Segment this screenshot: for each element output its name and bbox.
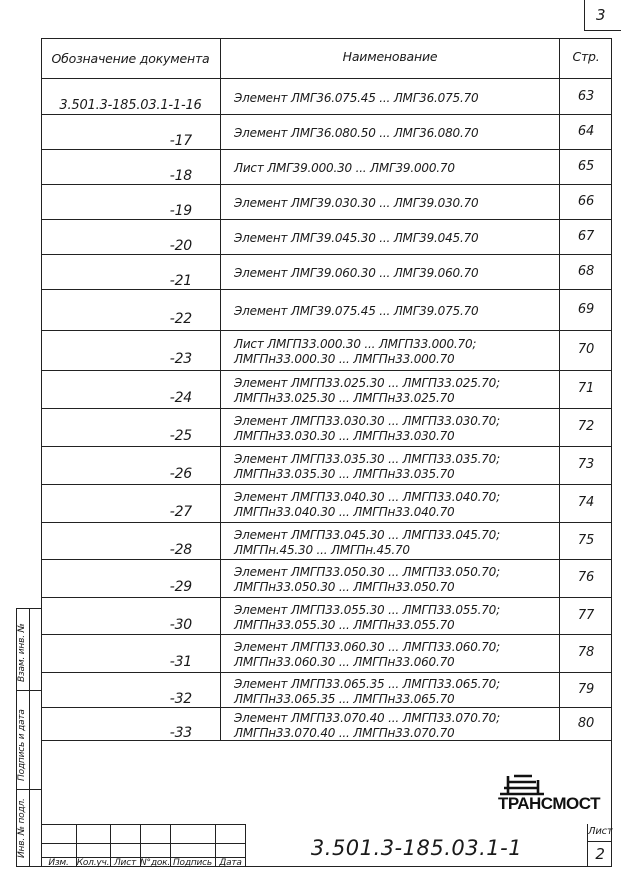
row-name-line: ЛМГПн33.070.40 ... ЛМГПн33.070.70	[234, 725, 455, 740]
row-name-line: Элемент ЛМГП33.065.35 ... ЛМГП33.065.70;	[234, 676, 500, 691]
row-page: 65	[577, 158, 595, 174]
stamp-column-label: Изм.	[48, 858, 69, 868]
row-name-line: ЛМГПн33.025.30 ... ЛМГПн33.025.70	[234, 391, 455, 405]
top-sheet-number: 3	[596, 6, 606, 24]
row-code: -33	[169, 724, 192, 741]
row-code: -19	[169, 202, 192, 219]
row-code: -31	[169, 654, 192, 670]
row-code: -27	[169, 504, 192, 520]
row-name	[234, 304, 556, 319]
row-page: 68	[577, 263, 595, 279]
row-name	[234, 337, 556, 367]
row-page: 78	[577, 645, 595, 660]
sheet-value: 2	[595, 845, 605, 863]
row-name-line: Элемент ЛМГ39.030.30 ... ЛМГ39.030.70	[234, 196, 479, 210]
row-name-line: ЛМГПн33.055.30 ... ЛМГПн33.055.70	[234, 617, 455, 632]
row-code: -25	[169, 428, 192, 444]
row-name	[234, 677, 556, 707]
row-code: -20	[169, 237, 192, 254]
row-name-line: Элемент ЛМГ36.075.45 ... ЛМГ36.075.70	[234, 91, 479, 105]
row-code: -26	[169, 466, 192, 482]
row-name-line: Элемент ЛМГ36.080.50 ... ЛМГ36.080.70	[234, 126, 479, 140]
side-label-inv-orig: Инв. № подл.	[17, 798, 27, 858]
row-name-line: ЛМГПн33.060.30 ... ЛМГПн33.060.70	[234, 655, 455, 669]
row-name	[234, 711, 556, 741]
header-page: Стр.	[572, 49, 600, 64]
header-name: Наименование	[342, 49, 438, 64]
row-name-line: ЛМГПн33.000.30 ... ЛМГПн33.000.70	[234, 352, 455, 366]
row-name-line: Элемент ЛМГП33.050.30 ... ЛМГП33.050.70;	[234, 565, 500, 579]
transmost-logo	[498, 772, 610, 816]
document-code: 3.501.3-185.03.1-1	[310, 836, 523, 860]
row-page: 75	[577, 532, 595, 548]
row-name-line: Элемент ЛМГП33.070.40 ... ЛМГП33.070.70;	[234, 710, 500, 725]
row-page: 72	[577, 419, 595, 434]
row-page: 63	[577, 88, 595, 104]
row-name-line: ЛМГПн33.030.30 ... ЛМГПн33.030.70	[234, 429, 455, 443]
header-designation: Обозначение документа	[51, 51, 210, 66]
row-code: -18	[169, 167, 192, 184]
row-page: 80	[577, 715, 595, 731]
row-name-line: Элемент ЛМГ39.060.30 ... ЛМГ39.060.70	[234, 266, 479, 280]
stamp-column-label: Подпись	[172, 858, 213, 868]
row-name	[234, 376, 556, 406]
row-name-line: Элемент ЛМГП33.045.30 ... ЛМГП33.045.70;	[234, 527, 500, 542]
row-code: -29	[169, 579, 192, 595]
row-name	[234, 91, 556, 106]
row-name-line: Лист ЛМГ39.000.30 ... ЛМГ39.000.70	[234, 161, 455, 175]
row-page: 74	[577, 495, 595, 510]
row-page: 64	[577, 123, 595, 139]
row-name	[234, 231, 556, 246]
row-name-line: Элемент ЛМГП33.025.30 ... ЛМГП33.025.70;	[234, 376, 500, 390]
row-name-line: Элемент ЛМГП33.040.30 ... ЛМГП33.040.70;	[234, 490, 500, 504]
row-name	[234, 414, 556, 444]
row-name	[234, 490, 556, 520]
sheet-label: Лист	[588, 826, 613, 837]
row-name-line: ЛМГПн33.040.30 ... ЛМГПн33.040.70	[234, 505, 455, 519]
row-name-line: Элемент ЛМГ39.075.45 ... ЛМГ39.075.70	[234, 304, 479, 318]
row-name	[234, 452, 556, 482]
row-code: -24	[169, 390, 192, 406]
row-code: -28	[169, 541, 192, 558]
row-page: 71	[577, 381, 595, 396]
stamp-column-label: N°док.	[140, 858, 171, 868]
side-label-vzam-inv: Взам. инв. №	[17, 623, 27, 682]
row-code: -30	[169, 616, 192, 633]
row-page: 73	[577, 457, 595, 472]
row-page: 79	[577, 681, 595, 697]
side-label-sign-date: Подпись и дата	[17, 709, 27, 781]
row-name-line: ЛМГПн33.050.30 ... ЛМГПн33.050.70	[234, 580, 455, 594]
row-page: 70	[577, 342, 595, 357]
stamp-column-label: Кол.уч.	[76, 858, 110, 868]
row-name-line: Элемент ЛМГП33.030.30 ... ЛМГП33.030.70;	[234, 414, 500, 428]
logo-text: ТРАНСМОСТ	[498, 794, 600, 813]
stamp-column-label: Лист	[113, 858, 136, 868]
row-name-line: Лист ЛМГП33.000.30 ... ЛМГП33.000.70;	[234, 337, 477, 351]
row-code: -32	[169, 690, 192, 707]
row-name-line: ЛМГПн.45.30 ... ЛМГПн.45.70	[234, 542, 410, 557]
row-name	[234, 603, 556, 633]
row-name	[234, 196, 556, 211]
row-page: 76	[577, 570, 595, 585]
row-name-line: ЛМГПн33.065.35 ... ЛМГПн33.065.70	[234, 691, 455, 706]
row-code: -17	[169, 132, 192, 149]
row-name	[234, 266, 556, 281]
row-name-line: Элемент ЛМГП33.035.30 ... ЛМГП33.035.70;	[234, 452, 500, 466]
row-name	[234, 528, 556, 558]
row-page: 69	[577, 301, 595, 317]
row-code: -21	[169, 272, 192, 289]
row-code: -22	[169, 310, 192, 327]
row-page: 77	[577, 607, 595, 623]
row-page: 67	[577, 228, 595, 244]
row-name	[234, 126, 556, 141]
row-name-line: Элемент ЛМГ39.045.30 ... ЛМГ39.045.70	[234, 231, 479, 245]
row-name	[234, 565, 556, 595]
row-code: 3.501.3-185.03.1-1-16	[59, 97, 202, 113]
row-name-line: ЛМГПн33.035.30 ... ЛМГПн33.035.70	[234, 467, 455, 481]
row-name	[234, 640, 556, 670]
row-name	[234, 161, 556, 176]
row-name-line: Элемент ЛМГП33.060.30 ... ЛМГП33.060.70;	[234, 640, 500, 654]
stamp-column-label: Дата	[219, 858, 242, 868]
row-page: 66	[577, 193, 595, 209]
row-name-line: Элемент ЛМГП33.055.30 ... ЛМГП33.055.70;	[234, 602, 500, 617]
row-code: -23	[169, 351, 192, 367]
